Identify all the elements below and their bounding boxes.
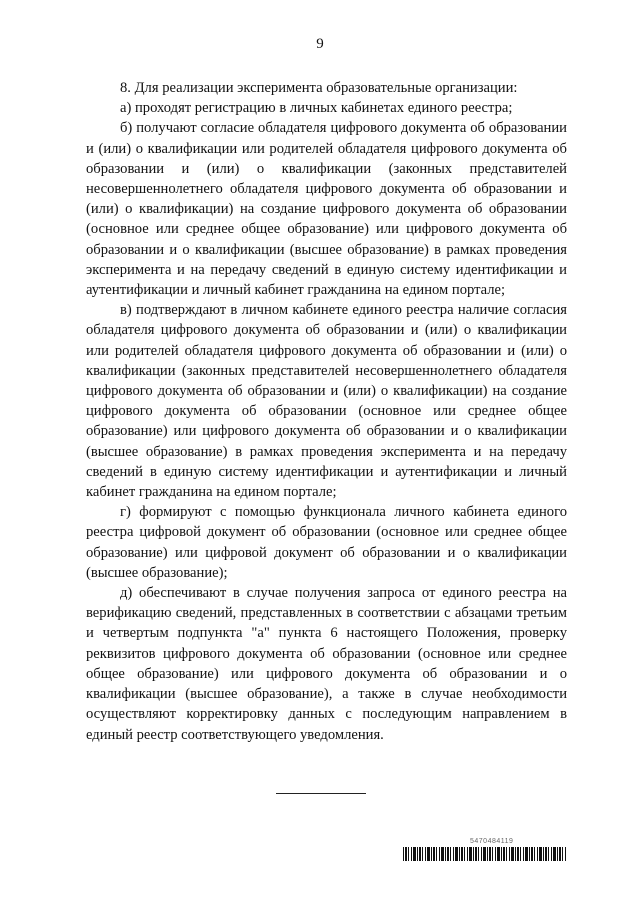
paragraph-b: б) получают согласие обладателя цифрового документа об образовании и (или) о квалификации или родителей обладателя цифрового документа об образовании и (или) о квалификации (законных представителей несовершеннолетнего обладателя цифрового документа об образовании и (или) о квалификации) на создание цифрового документа об образовании (основное или среднее общее образование) или цифрового документа об образовании и о квалификации (высшее образование) в рамках проведения эксперимента и на передачу сведений в единую систему идентификации и аутентификации и личный кабинет гражданина на едином портале; xyxy=(86,120,567,299)
paragraph-a: а) проходят регистрацию в личных кабинетах единого реестра; xyxy=(120,100,513,117)
page-number: 9 xyxy=(316,36,324,52)
barcode-icon xyxy=(403,847,567,861)
paragraph-intro: 8. Для реализации эксперимента образовательные организации: xyxy=(120,80,518,96)
document-body xyxy=(86,78,567,745)
paragraph-d: г) формируют с помощью функционала личного кабинета единого реестра цифровой документ об образовании (основное или среднее общее образование) или цифровой документ об образовании и о квалификации (высшее образование); xyxy=(86,504,567,581)
paragraph-c: в) подтверждают в личном кабинете единого реестра наличие согласия обладателя цифрового документа об образовании и (или) о квалификации или родителей обладателя цифрового документа об образовании и (или) о квалификации (законных представителей несовершеннолетнего обладателя цифрового документа об образовании и (или) о квалификации) на создание цифрового документа об образовании (основное или среднее общее образование) или цифрового документа об образовании и о квалификации (высшее образование) в рамках проведения эксперимента и на передачу сведений в единую систему идентификации и аутентификации и личный кабинет гражданина на едином портале; xyxy=(86,302,567,501)
end-divider xyxy=(276,793,366,794)
paragraph-e: д) обеспечивают в случае получения запроса от единого реестра на верификацию сведений, представленных в соответствии с абзацами третьим и четвертым подпункта "а" пункта 6 настоящего Положения, проверку реквизитов цифрового документа об образовании (основное или среднее общее образование) или цифрового документа об образовании и о квалификации (высшее образование), а также в случае необходимости осуществляют корректировку данных с последующим направлением в единый реестр соответствующего уведомления. xyxy=(86,585,567,743)
document-code: 5470484119 xyxy=(470,838,514,845)
